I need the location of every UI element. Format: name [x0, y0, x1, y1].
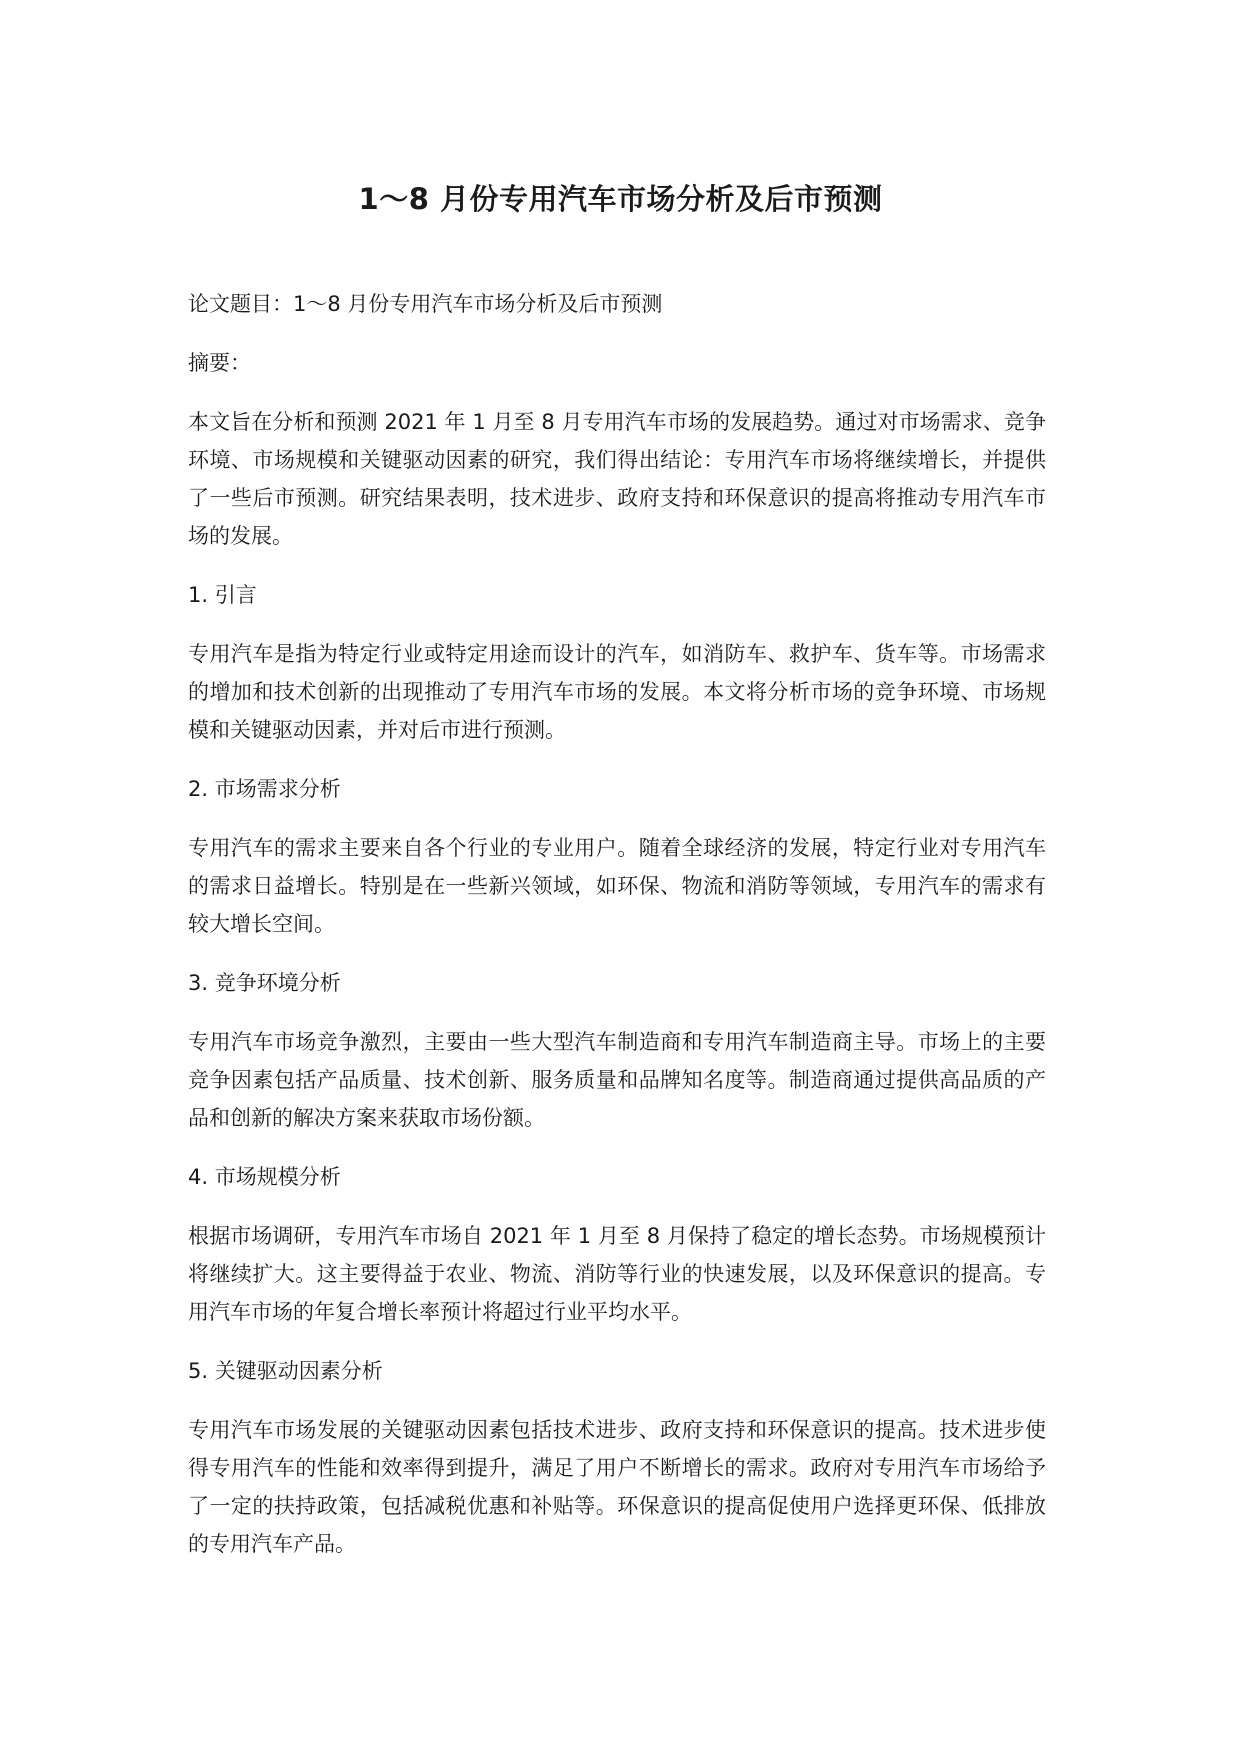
- section-paragraph-intro: 专用汽车是指为特定行业或特定用途而设计的汽车，如消防车、救护车、货车等。市场需求的增加和技术创新的出现推动了专用汽车市场的发展。本文将分析市场的竞争环境、市场规模和关键驱动因素，并对后市进行预测。: [188, 642, 1046, 742]
- section-heading-intro: 1. 引言: [188, 583, 257, 607]
- section-paragraph-competition: 专用汽车市场竞争激烈，主要由一些大型汽车制造商和专用汽车制造商主导。市场上的主要竞争因素包括产品质量、技术创新、服务质量和品牌知名度等。制造商通过提供高品质的产品和创新的解决方案来获取市场份额。: [188, 1030, 1046, 1130]
- section-heading-competition: 3. 竞争环境分析: [188, 971, 341, 995]
- section-heading-market-size: 4. 市场规模分析: [188, 1165, 341, 1189]
- paper-title-line: 论文题目：1～8 月份专用汽车市场分析及后市预测: [188, 292, 663, 316]
- document-title: 1～8 月份专用汽车市场分析及后市预测: [358, 182, 883, 216]
- abstract-label: 摘要：: [188, 351, 251, 375]
- abstract-paragraph: 本文旨在分析和预测 2021 年 1 月至 8 月专用汽车市场的发展趋势。通过对市场需求、竞争环境、市场规模和关键驱动因素的研究，我们得出结论：专用汽车市场将继续增长，并提供了一些后市预测。研究结果表明，技术进步、政府支持和环保意识的提高将推动专用汽车市场的发展。: [188, 410, 1046, 548]
- section-heading-drivers: 5. 关键驱动因素分析: [188, 1359, 383, 1383]
- section-paragraph-demand: 专用汽车的需求主要来自各个行业的专业用户。随着全球经济的发展，特定行业对专用汽车的需求日益增长。特别是在一些新兴领域，如环保、物流和消防等领域，专用汽车的需求有较大增长空间。: [188, 836, 1046, 936]
- document-body: [188, 285, 1046, 1584]
- section-paragraph-drivers: 专用汽车市场发展的关键驱动因素包括技术进步、政府支持和环保意识的提高。技术进步使得专用汽车的性能和效率得到提升，满足了用户不断增长的需求。政府对专用汽车市场给予了一定的扶持政策，包括减税优惠和补贴等。环保意识的提高促使用户选择更环保、低排放的专用汽车产品。: [188, 1418, 1046, 1556]
- section-heading-demand: 2. 市场需求分析: [188, 777, 341, 801]
- section-paragraph-market-size: 根据市场调研，专用汽车市场自 2021 年 1 月至 8 月保持了稳定的增长态势。市场规模预计将继续扩大。这主要得益于农业、物流、消防等行业的快速发展，以及环保意识的提高。专用汽车市场的年复合增长率预计将超过行业平均水平。: [188, 1224, 1046, 1324]
